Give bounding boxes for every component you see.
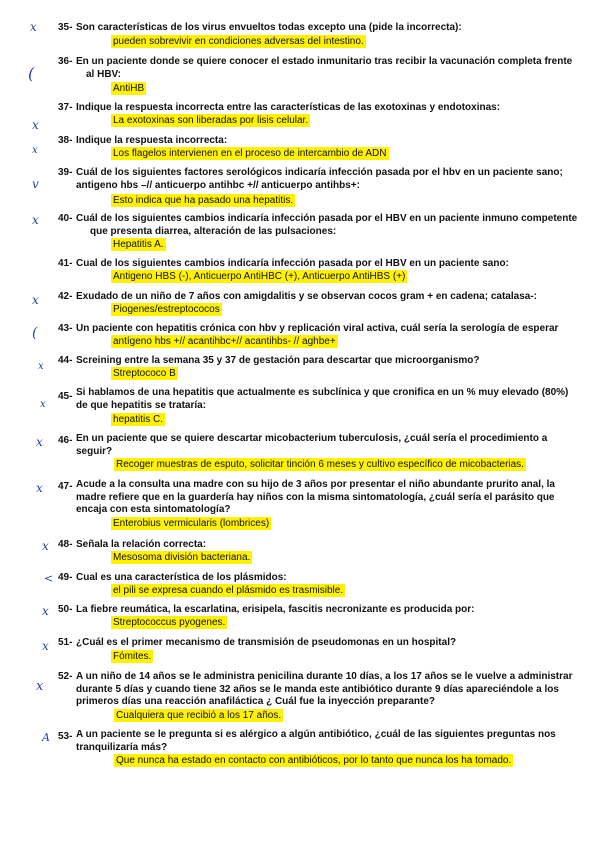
handwritten-mark: x	[32, 293, 39, 307]
answer-text: Enterobius vermicularis (lombrices)	[113, 518, 270, 529]
question-line: Un paciente con hepatitis crónica con hbv y replicación viral activa, cuál sería la serología de esperar	[76, 323, 559, 334]
answer-highlight	[111, 651, 153, 663]
question-line: tranquilizaría más?	[76, 741, 168, 753]
handwritten-mark: (	[32, 325, 38, 341]
answer-highlight	[111, 336, 338, 348]
question-line: Cuál de los siguientes cambios indicaría infección pasada por el HBV en un paciente inmuno competente	[76, 213, 578, 224]
question-text	[76, 604, 606, 617]
answer-highlight	[111, 552, 252, 564]
question-text	[76, 213, 606, 238]
question-number: 53-	[58, 731, 73, 742]
answer-highlight	[111, 414, 165, 426]
question-number: 39-	[58, 167, 73, 178]
question-number: 52-	[58, 671, 73, 682]
answer-highlight	[111, 239, 166, 251]
handwritten-mark: x	[38, 361, 44, 372]
answer-highlight	[111, 115, 310, 127]
handwritten-mark: (	[28, 64, 35, 83]
handwritten-mark: <	[44, 572, 54, 585]
answer-text: Recoger muestras de esputo, solicitar tinción 6 meses y cultivo específico de micobacterias.	[116, 459, 524, 470]
handwritten-mark: x	[36, 435, 43, 449]
question-number: 36-	[58, 56, 73, 67]
answer-text: Antigeno HBS (-), Anticuerpo AntiHBC (+), Anticuerpo AntiHBS (+)	[113, 271, 406, 282]
handwritten-mark: x	[40, 399, 46, 410]
question-number: 47-	[58, 481, 73, 492]
question-line: de que hepatitis se trataría:	[76, 399, 207, 411]
question-number: 41-	[58, 258, 73, 269]
question-number: 43-	[58, 323, 73, 334]
question-text	[76, 22, 606, 35]
answer-text: AntiHB	[113, 83, 145, 94]
question-line: En un paciente donde se quiere conocer el estado inmunitario tras recibir la vacunación completa frente	[76, 56, 573, 67]
answer-highlight	[111, 195, 295, 207]
question-line: Screining entre la semana 35 y 37 de gestación para descartar que microorganismo?	[76, 355, 480, 366]
question-text	[76, 56, 606, 81]
question-text	[76, 572, 606, 585]
question-text	[76, 479, 606, 517]
question-line: Cual es una característica de los plásmidos:	[76, 572, 287, 583]
question-number: 49-	[58, 572, 73, 583]
question-line: La fiebre reumática, la escarlatina, erisipela, fascitis necronizante es producida por:	[76, 604, 475, 615]
handwritten-mark: x	[42, 539, 49, 553]
question-line: Indique la respuesta incorrecta:	[76, 135, 228, 146]
handwritten-mark: A	[42, 731, 50, 744]
question-text	[76, 433, 606, 458]
answer-highlight	[111, 368, 178, 380]
answer-text: Que nunca ha estado en contacto con antibióticos, por lo tanto que nunca los ha tomado.	[116, 755, 512, 766]
question-line: Exudado de un niño de 7 años con amigdalitis y se observan cocos gram + en cadena; catalasa-:	[76, 291, 537, 302]
question-number: 46-	[58, 435, 73, 446]
answer-highlight	[111, 148, 389, 160]
question-line: Si hablamos de una hepatitis que actualmente es subclínica y que cronifica en un % muy elevado (80%)	[76, 387, 569, 398]
answer-text: Streptococo B	[113, 368, 176, 379]
question-text	[76, 387, 606, 412]
question-number: 42-	[58, 291, 73, 302]
question-line: Cuál de los siguientes factores serológicos indicaría infección pasada por el hbv en un paciente sano;	[76, 167, 563, 178]
question-line: encaja con esta sintomatología?	[76, 504, 231, 515]
question-number: 45-	[58, 391, 73, 402]
handwritten-mark: v	[32, 177, 39, 191]
answer-text: Hepatitis A.	[113, 239, 164, 250]
answer-highlight	[111, 585, 345, 597]
question-text	[76, 671, 606, 709]
answer-highlight	[111, 36, 366, 48]
handwritten-mark: x	[32, 145, 38, 156]
question-number: 51-	[58, 637, 73, 648]
question-number: 40-	[58, 213, 73, 224]
question-number: 37-	[58, 102, 73, 113]
question-text	[76, 355, 606, 368]
answer-highlight	[111, 518, 271, 530]
question-number: 38-	[58, 135, 73, 146]
handwritten-mark: x	[32, 118, 39, 132]
question-text	[76, 729, 606, 754]
question-line: Señala la relación correcta:	[76, 539, 207, 550]
answer-text: Cualquiera que recibió a los 17 años.	[116, 710, 282, 721]
answer-text: Mesosoma división bacteriana.	[113, 552, 251, 563]
answer-text: hepatitis C.	[113, 414, 164, 425]
question-line: Indique la respuesta incorrecta entre las características de las exotoxinas y endotoxinas:	[76, 102, 501, 113]
question-text	[76, 167, 606, 192]
answer-text: Streptococcus pyogenes.	[113, 617, 226, 628]
answer-text: pueden sobrevivir en condiciones adversas del intestino.	[113, 36, 364, 47]
question-text	[76, 258, 606, 271]
question-line: A un paciente se le pregunta si es alérgico a algún antibiótico, ¿cuál de las siguientes preguntas nos	[76, 729, 556, 740]
question-line: Son características de los virus envueltos todas excepto una (pide la incorrecta):	[76, 22, 462, 33]
answer-highlight	[114, 710, 283, 722]
answer-highlight	[111, 304, 222, 316]
answer-highlight	[114, 459, 526, 471]
handwritten-mark: x	[32, 213, 39, 227]
question-number: 35-	[58, 22, 73, 33]
question-text	[76, 102, 606, 115]
question-line: antigeno hbs –// anticuerpo antihbc +// anticuerpo antihbs+:	[76, 179, 360, 191]
handwritten-mark: x	[36, 679, 44, 694]
answer-highlight	[111, 271, 407, 283]
question-number: 48-	[58, 539, 73, 550]
answer-text: Esto indica que ha pasado una hepatitis.	[113, 195, 294, 206]
question-line: que presenta diarrea, alteración de las pulsaciones:	[90, 225, 337, 237]
question-line: seguir?	[76, 445, 113, 457]
question-line: Cual de los siguientes cambios indicaría infección pasada por el HBV en un paciente sano:	[76, 258, 509, 269]
question-number: 50-	[58, 604, 73, 615]
question-line: primeros días una reacción anafiláctica ¿ Cuál fue la inyección preparante?	[76, 696, 436, 707]
answer-highlight	[114, 755, 513, 767]
question-line: A un niño de 14 años se le administra penicilina durante 10 días, a los 17 años se le vuelve a administrar	[76, 671, 573, 682]
handwritten-mark: x	[30, 20, 37, 34]
handwritten-mark: x	[42, 639, 49, 653]
answer-text: el pili se expresa cuando el plásmido es trasmisible.	[113, 585, 344, 596]
question-number: 44-	[58, 355, 73, 366]
answer-text: Los flagelos intervienen en el proceso de intercambio de ADN	[113, 148, 387, 159]
question-text	[76, 539, 606, 552]
answer-text: antígeno hbs +// acantihbc+// acantihbs- // aghbe+	[113, 336, 336, 347]
question-line: durante 5 días y cuando tiene 32 años se le manda este antibiótico durante 9 días apareciéndole a los	[76, 683, 559, 695]
answer-text: La exotoxinas son liberadas por lisis celular.	[113, 115, 309, 126]
question-text	[76, 323, 606, 336]
answer-highlight	[111, 617, 227, 629]
question-text	[76, 291, 606, 304]
question-line: madre refiere que en la guardería hay niños con la misma sintomatología, ¿cuál sería el parásito que	[76, 491, 555, 503]
answer-text: Piogenes/estreptococos	[113, 304, 220, 315]
handwritten-mark: x	[42, 604, 49, 618]
question-text	[76, 637, 606, 650]
question-text	[76, 135, 606, 148]
question-line: al HBV:	[86, 68, 122, 80]
question-line: En un paciente que se quiere descartar micobacterium tuberculosis, ¿cuál sería el procedimiento a	[76, 433, 548, 444]
answer-highlight	[111, 83, 146, 95]
question-line: Acude a la consulta una madre con su hijo de 3 años por presentar el niño abundante prurito anal, la	[76, 479, 555, 490]
handwritten-mark: x	[36, 481, 43, 495]
answer-text: Fómites.	[113, 651, 152, 662]
question-line: ¿Cuál es el primer mecanismo de transmisión de pseudomonas en un hospital?	[76, 637, 457, 648]
